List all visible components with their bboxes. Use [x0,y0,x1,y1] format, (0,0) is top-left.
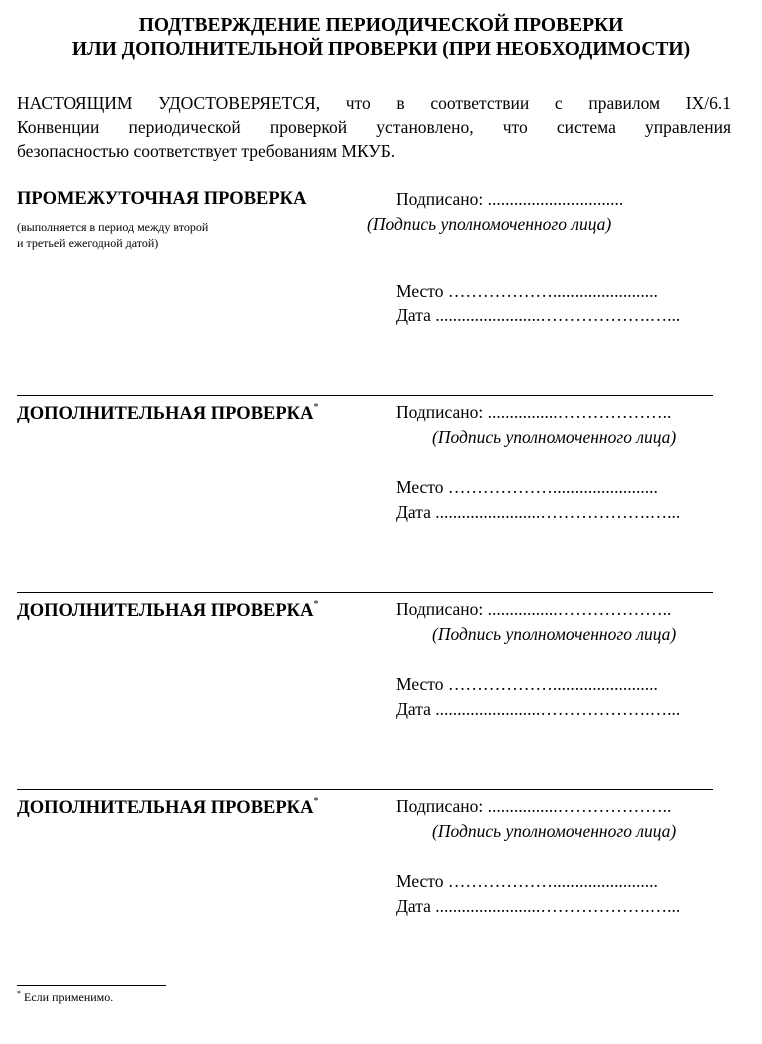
additional-place-field[interactable]: Место ………………........................ [396,674,658,694]
additional-heading: ДОПОЛНИТЕЛЬНАЯ ПРОВЕРКА* [17,402,319,424]
additional-signed-field[interactable]: Подписано: ................……………….. [396,796,672,816]
intro-line-1: НАСТОЯЩИМ УДОСТОВЕРЯЕТСЯ, что в соответствии с правилом IX/6.1 [17,93,731,113]
intermediate-signature-caption: (Подпись уполномоченного лица) [367,214,612,234]
intermediate-date-field[interactable]: Дата ........................……………….…... [396,305,681,325]
footnote-marker: * [313,796,319,807]
intermediate-note [17,219,208,251]
additional-heading: ДОПОЛНИТЕЛЬНАЯ ПРОВЕРКА* [17,599,319,621]
intermediate-note-line-2: и третьей ежегодной датой) [17,236,159,250]
intro-paragraph [17,91,731,163]
footnote-marker: * [313,599,319,610]
additional-place-field[interactable]: Место ………………........................ [396,477,658,497]
intermediate-heading: ПРОМЕЖУТОЧНАЯ ПРОВЕРКА [17,189,307,209]
document-title [0,14,762,62]
intermediate-place-field[interactable]: Место ………………........................ [396,281,658,301]
intro-line-2: Конвенции периодической проверкой установлено, что система управления [17,117,731,137]
additional-signature-caption: (Подпись уполномоченного лица) [432,821,677,841]
footnote-asterisk: * [17,989,21,998]
footnote-divider [17,985,166,986]
additional-signature-caption: (Подпись уполномоченного лица) [432,624,677,644]
additional-signature-caption: (Подпись уполномоченного лица) [432,427,677,447]
additional-signed-field[interactable]: Подписано: ................……………….. [396,599,672,619]
additional-place-field[interactable]: Место ………………........................ [396,871,658,891]
section-divider [17,592,713,593]
additional-date-field[interactable]: Дата ........................……………….…... [396,896,681,916]
footnote-marker: * [313,402,319,413]
additional-date-field[interactable]: Дата ........................……………….…... [396,502,681,522]
section-divider [17,395,713,396]
title-line-1: ПОДТВЕРЖДЕНИЕ ПЕРИОДИЧЕСКОЙ ПРОВЕРКИ [138,15,624,36]
footnote-text: Если применимо. [21,990,114,1004]
intro-line-3: безопасностью соответствует требованиям МКУБ. [17,141,396,161]
intermediate-note-line-1: (выполняется в период между второй [17,220,209,234]
intermediate-signed-field[interactable]: Подписано: ............................... [396,189,624,209]
section-divider [17,789,713,790]
footnote [17,989,113,1005]
additional-signed-field[interactable]: Подписано: ................……………….. [396,402,672,422]
additional-date-field[interactable]: Дата ........................……………….…... [396,699,681,719]
title-line-2: ИЛИ ДОПОЛНИТЕЛЬНОЙ ПРОВЕРКИ (ПРИ НЕОБХОДИМОСТИ) [71,39,691,60]
additional-heading: ДОПОЛНИТЕЛЬНАЯ ПРОВЕРКА* [17,796,319,818]
